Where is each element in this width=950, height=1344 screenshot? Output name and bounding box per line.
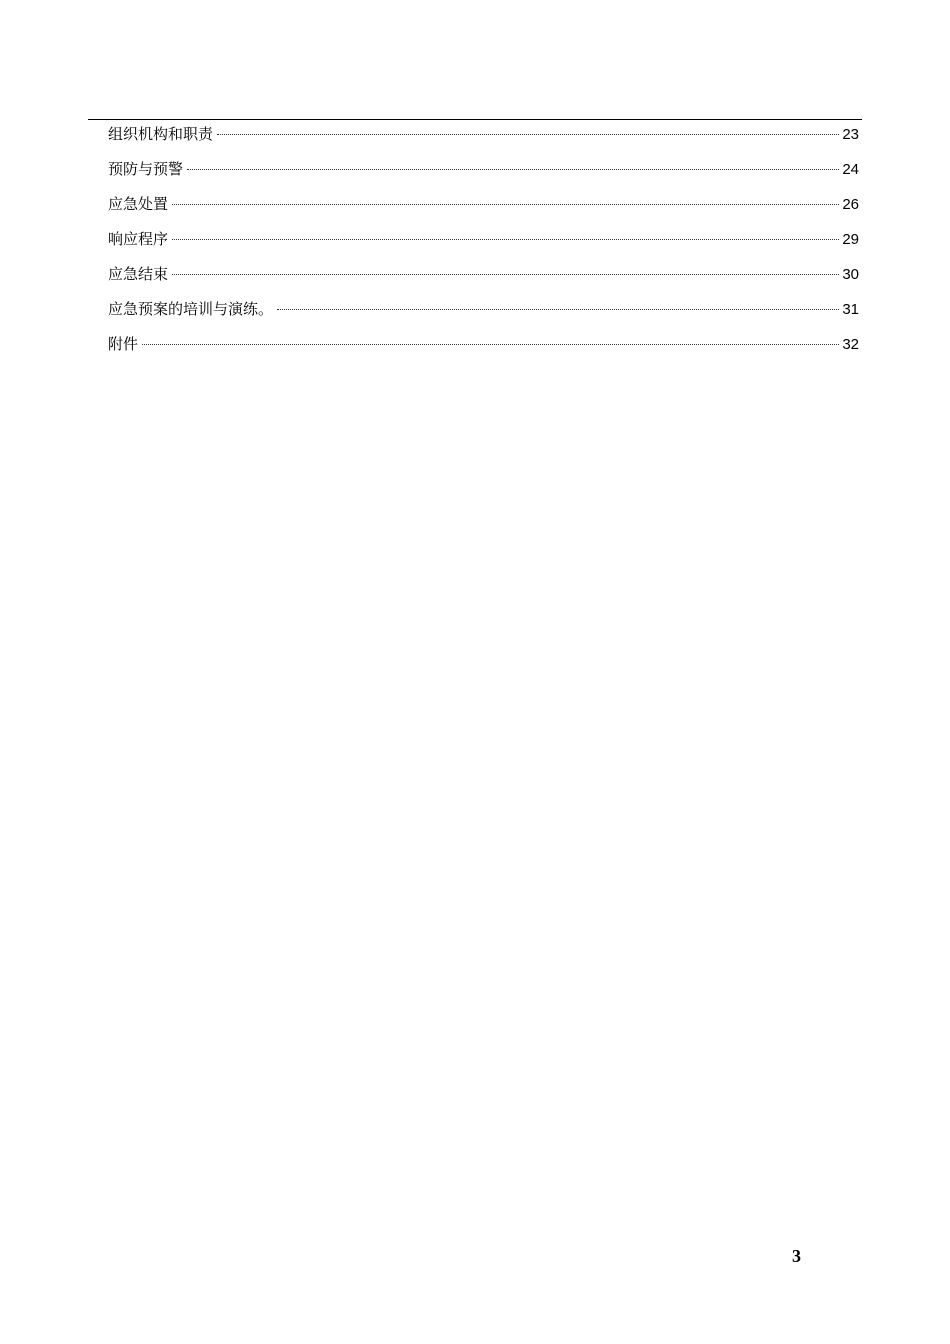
toc-entry-page: 30 (842, 266, 859, 283)
toc-entry-page: 29 (842, 231, 859, 248)
toc-entry-page: 32 (842, 336, 859, 353)
toc-dot-leader (172, 204, 839, 205)
header-rule (88, 119, 862, 120)
toc-entry-title: 组织机构和职责 (108, 125, 214, 143)
toc-dot-leader (172, 239, 839, 240)
toc-entry-title: 响应程序 (108, 230, 169, 248)
toc-entry-title: 应急预案的培训与演练。 (108, 300, 274, 318)
toc-entry[interactable] (108, 123, 859, 158)
toc-dot-leader (217, 134, 839, 135)
toc-entry-title: 应急结束 (108, 265, 169, 283)
toc-entry-title: 预防与预警 (108, 160, 184, 178)
page-number: 3 (792, 1246, 801, 1266)
toc-entry-title: 应急处置 (108, 195, 169, 213)
toc-entry-title: 附件 (108, 335, 139, 353)
toc-entry[interactable] (108, 193, 859, 228)
toc-entry-page: 31 (842, 301, 859, 318)
toc-dot-leader (172, 274, 839, 275)
toc-entry[interactable] (108, 158, 859, 193)
toc-entry[interactable] (108, 298, 859, 333)
toc-entry-page: 23 (842, 126, 859, 143)
toc-entry-page: 26 (842, 196, 859, 213)
toc-entry[interactable] (108, 333, 859, 368)
toc-dot-leader (277, 309, 839, 310)
table-of-contents (108, 123, 859, 368)
toc-entry[interactable] (108, 263, 859, 298)
toc-dot-leader (187, 169, 839, 170)
toc-entry[interactable] (108, 228, 859, 263)
toc-dot-leader (142, 344, 839, 345)
toc-entry-page: 24 (842, 161, 859, 178)
